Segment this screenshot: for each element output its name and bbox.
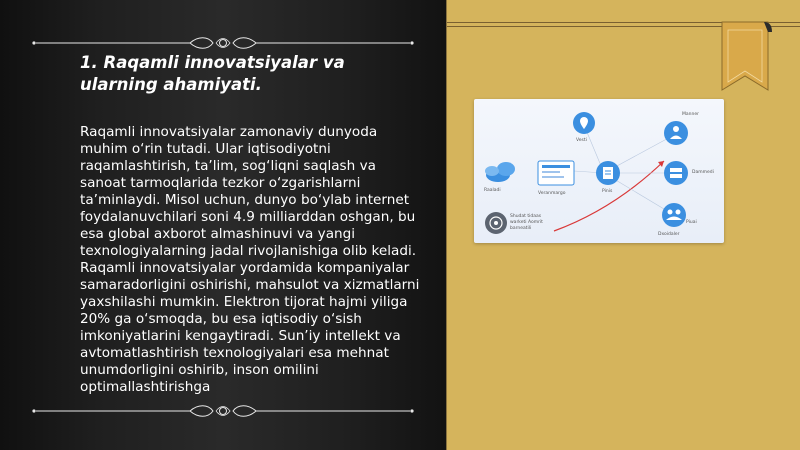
hub-document-icon (596, 161, 620, 185)
document-icon (538, 161, 574, 185)
caption-line-2: warketi Aomrit (510, 220, 543, 225)
label-network: Veranmargo (538, 191, 566, 196)
label-bottom: Dxoidaler (658, 232, 680, 237)
bookmark-ribbon-icon (718, 18, 774, 98)
location-pin-icon (573, 112, 595, 134)
slide-heading: 1. Raqamli innovatsiyalar va ularning ahamiyati. (80, 53, 345, 94)
caption-line-3: barneatili (510, 226, 532, 231)
top-ornament-divider-icon (30, 34, 416, 52)
label-people-bottom: Piuai (686, 220, 697, 225)
caption-line-1: Shudat tidaas (510, 214, 542, 219)
group-icon (662, 203, 686, 227)
slide-body-text: Raqamli innovatsiyalar zamonaviy dunyoda muhim o‘rin tutadi. Ular iqtisodiyotni raqamlashtirish, ta’lim, sog‘liqni saqlash va sanoat tarmoqlarida tezkor o‘zgarishlarni ta’minlaydi. Misol uchun, dunyo bo‘ylab internet foydalanuvchilari soni 4.9 milliarddan oshgan, bu esa global axborot almashinuvi va yangi texnologiyalarning jadal rivojlanishiga olib keladi. Raqamli innovatsiyalar yordamida kompaniyalar samaradorligini oshirishi, mahsulot va xizmatlarni yaxshilashi mumkin. Elektron tijorat hajmi yiligа 20% ga o‘smoqda, bu esa iqtisodiy o‘sish imkoniyatlarini kengaytiradi. Sun’iy intellekt va avtomatlashtirish texnologiyalari esa mehnat unumdorligini oshirib, inson omilini optimallashtirishga (80, 124, 420, 395)
label-hub: Pinis (602, 189, 613, 194)
label-server: Dammedi (692, 170, 714, 175)
cloud-icon (485, 162, 515, 182)
robot-icon (485, 212, 507, 234)
person-icon (664, 121, 688, 145)
bottom-ornament-divider-icon (30, 402, 416, 420)
server-icon (664, 161, 688, 185)
digital-network-diagram (474, 99, 724, 243)
label-top: Vesti (576, 138, 587, 143)
label-people-top: Manner (682, 112, 699, 117)
label-cloud: Raaladi (484, 188, 501, 193)
